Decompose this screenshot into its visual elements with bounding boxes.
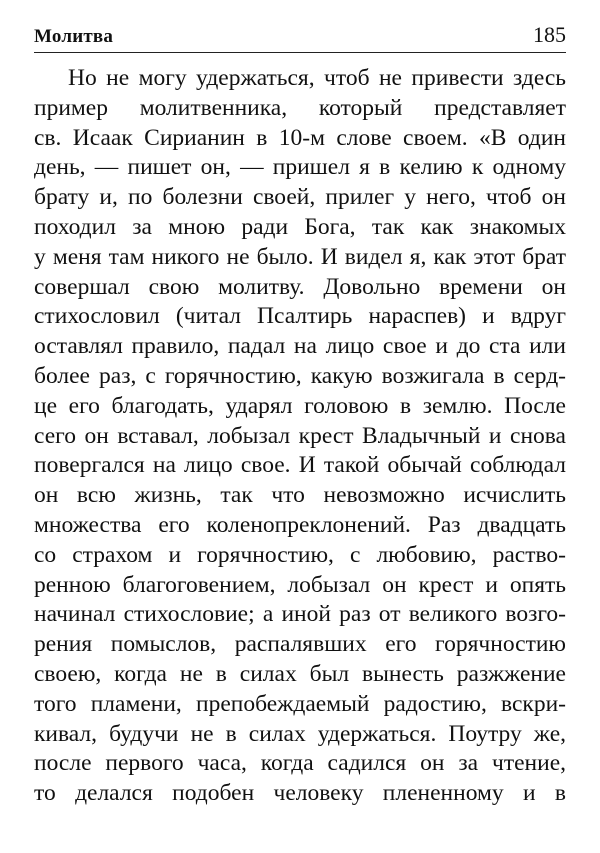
text-line: сего он вставал, лобызал крест Владычный и снова [34, 422, 566, 449]
section-title: Молитва [34, 26, 114, 47]
text-line: повергался на лицо свое. И такой обычай соблюдал [34, 452, 566, 479]
text-line: стихословил (читал Псалтирь нараспев) и вдруг [34, 303, 566, 330]
text-line: кивал, будучи не в силах удержаться. Поутру же, [34, 720, 566, 747]
text-line: совершал свою молитву. Довольно времени он [34, 273, 566, 300]
text-line: Но не могу удержаться, чтоб не привести здесь [68, 65, 566, 91]
text-line: день, — пишет он, — пришел я в келию к одному [34, 154, 566, 181]
text-line: он всю жизнь, так что невозможно исчислить [34, 482, 566, 509]
text-line: ренною благоговением, лобызал он крест и опять [34, 571, 566, 598]
running-header [34, 22, 566, 53]
text-line: св. Исаак Сирианин в 10-м слове своем. «В один [34, 124, 566, 151]
text-line: более раз, с горячностию, какую возжигала в серд- [34, 362, 566, 389]
text-line: то делался подобен человеку плененному и в [34, 780, 566, 807]
text-line: рения помыслов, распалявших его горячностию [34, 631, 566, 658]
text-line: того пламени, препобеждаемый радостию, вскри- [34, 690, 566, 717]
text-line: оставлял правило, падал на лицо свое и до ста или [34, 333, 566, 360]
text-line: походил за мною ради Бога, так как знакомых [34, 213, 566, 240]
text-line: после первого часа, когда садился он за чтение, [34, 750, 566, 777]
body-text [34, 64, 566, 809]
text-line: брату и, по болезни своей, прилег у него, чтоб он [34, 184, 566, 211]
text-line: своею, когда не в силах был вынесть разжжение [34, 660, 566, 687]
text-line: со страхом и горячностию, с любовию, раство- [34, 541, 566, 568]
page-number: 185 [533, 22, 566, 47]
text-line: множества его коленопреклонений. Раз двадцать [34, 511, 566, 538]
text-line: начинал стихословие; а иной раз от великого возго- [34, 601, 566, 628]
text-line: пример молитвенника, который представляет [34, 94, 566, 121]
text-line: це его благодать, ударял головою в землю. После [34, 392, 566, 419]
text-line: у меня там никого не было. И видел я, как этот брат [34, 243, 566, 270]
